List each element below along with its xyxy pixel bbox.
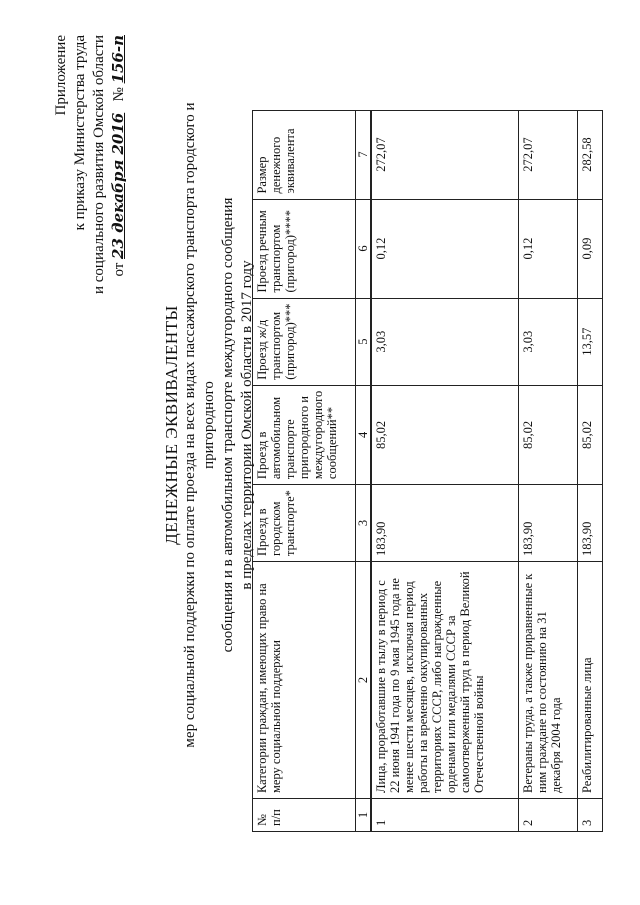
handwritten-number: 156-п [109, 35, 127, 84]
row-num: 3 [578, 799, 603, 832]
row-auto: 85,02 [519, 385, 578, 484]
colnum-5: 5 [356, 298, 372, 385]
row-category: Реабилитированные лица [578, 562, 603, 799]
header-total: Размер денежного эквивалента [253, 110, 356, 199]
row-city: 183,90 [519, 485, 578, 562]
header-num: № п/п [253, 799, 356, 832]
header-rail: Проезд ж/д транспортом (пригород)*** [253, 298, 356, 385]
row-num: 2 [519, 799, 578, 832]
row-rail: 13,57 [578, 298, 603, 385]
header-city: Проезд в городском транспорте* [253, 485, 356, 562]
colnum-7: 7 [356, 110, 372, 199]
column-number-row [356, 110, 372, 831]
approval-line-1: Приложение [53, 35, 69, 116]
row-rail: 3,03 [371, 298, 519, 385]
row-city: 183,90 [371, 485, 519, 562]
header-river: Проезд речным транспортом (пригород)**** [253, 199, 356, 298]
row-river: 0,09 [578, 199, 603, 298]
row-total: 282,58 [578, 110, 603, 199]
date-prefix: от [111, 262, 127, 277]
row-city: 183,90 [578, 485, 603, 562]
row-auto: 85,02 [371, 385, 519, 484]
number-prefix: № [111, 87, 127, 102]
header-auto: Проезд в автомобильном транспорте пригородного и междугородного сообщений** [253, 385, 356, 484]
row-river: 0,12 [519, 199, 578, 298]
table-row [371, 110, 519, 831]
document-title [162, 65, 257, 785]
row-auto: 85,02 [578, 385, 603, 484]
header-category: Категории граждан, имеющих право на меру социальной поддержки [253, 562, 356, 799]
row-total: 272,07 [371, 110, 519, 199]
handwritten-date: 23 декабря 2016 [109, 112, 127, 259]
table-header-row [253, 110, 356, 831]
approval-date-line [109, 35, 129, 375]
colnum-6: 6 [356, 199, 372, 298]
title-heading: ДЕНЕЖНЫЕ ЭКВИВАЛЕНТЫ [162, 305, 181, 545]
approval-block [52, 35, 129, 375]
row-category: Лица, проработавшие в тылу в период с 22 июня 1941 года по 9 мая 1945 года не менее шести месяцев, исключая период работы на временно оккупированных территориях СССР, либо награжденные орденами или медалями СССР за самоотверженный труд в период Великой Отечественной войны [371, 562, 519, 799]
row-num: 1 [371, 799, 519, 832]
approval-line-2: к приказу Министерства труда [72, 35, 88, 231]
row-river: 0,12 [371, 199, 519, 298]
colnum-2: 2 [356, 562, 372, 799]
title-line-1: мер социальной поддержки по оплате проезда на всех видах пассажирского транспорта городского и пригородного [182, 102, 217, 748]
row-rail: 3,03 [519, 298, 578, 385]
table-row [519, 110, 578, 831]
row-total: 272,07 [519, 110, 578, 199]
title-line-3: в пределах территории Омской области в 2017 году [239, 260, 255, 590]
colnum-3: 3 [356, 485, 372, 562]
approval-line-3: и социального развития Омской области [91, 35, 107, 295]
equivalents-table [252, 110, 603, 832]
colnum-4: 4 [356, 385, 372, 484]
colnum-1: 1 [356, 799, 372, 832]
row-category: Ветераны труда, а также приравненные к ним граждане по состоянию на 31 декабря 2004 года [519, 562, 578, 799]
table-row [578, 110, 603, 831]
title-line-2: сообщения и в автомобильном транспорте междугородного сообщения [220, 197, 236, 653]
